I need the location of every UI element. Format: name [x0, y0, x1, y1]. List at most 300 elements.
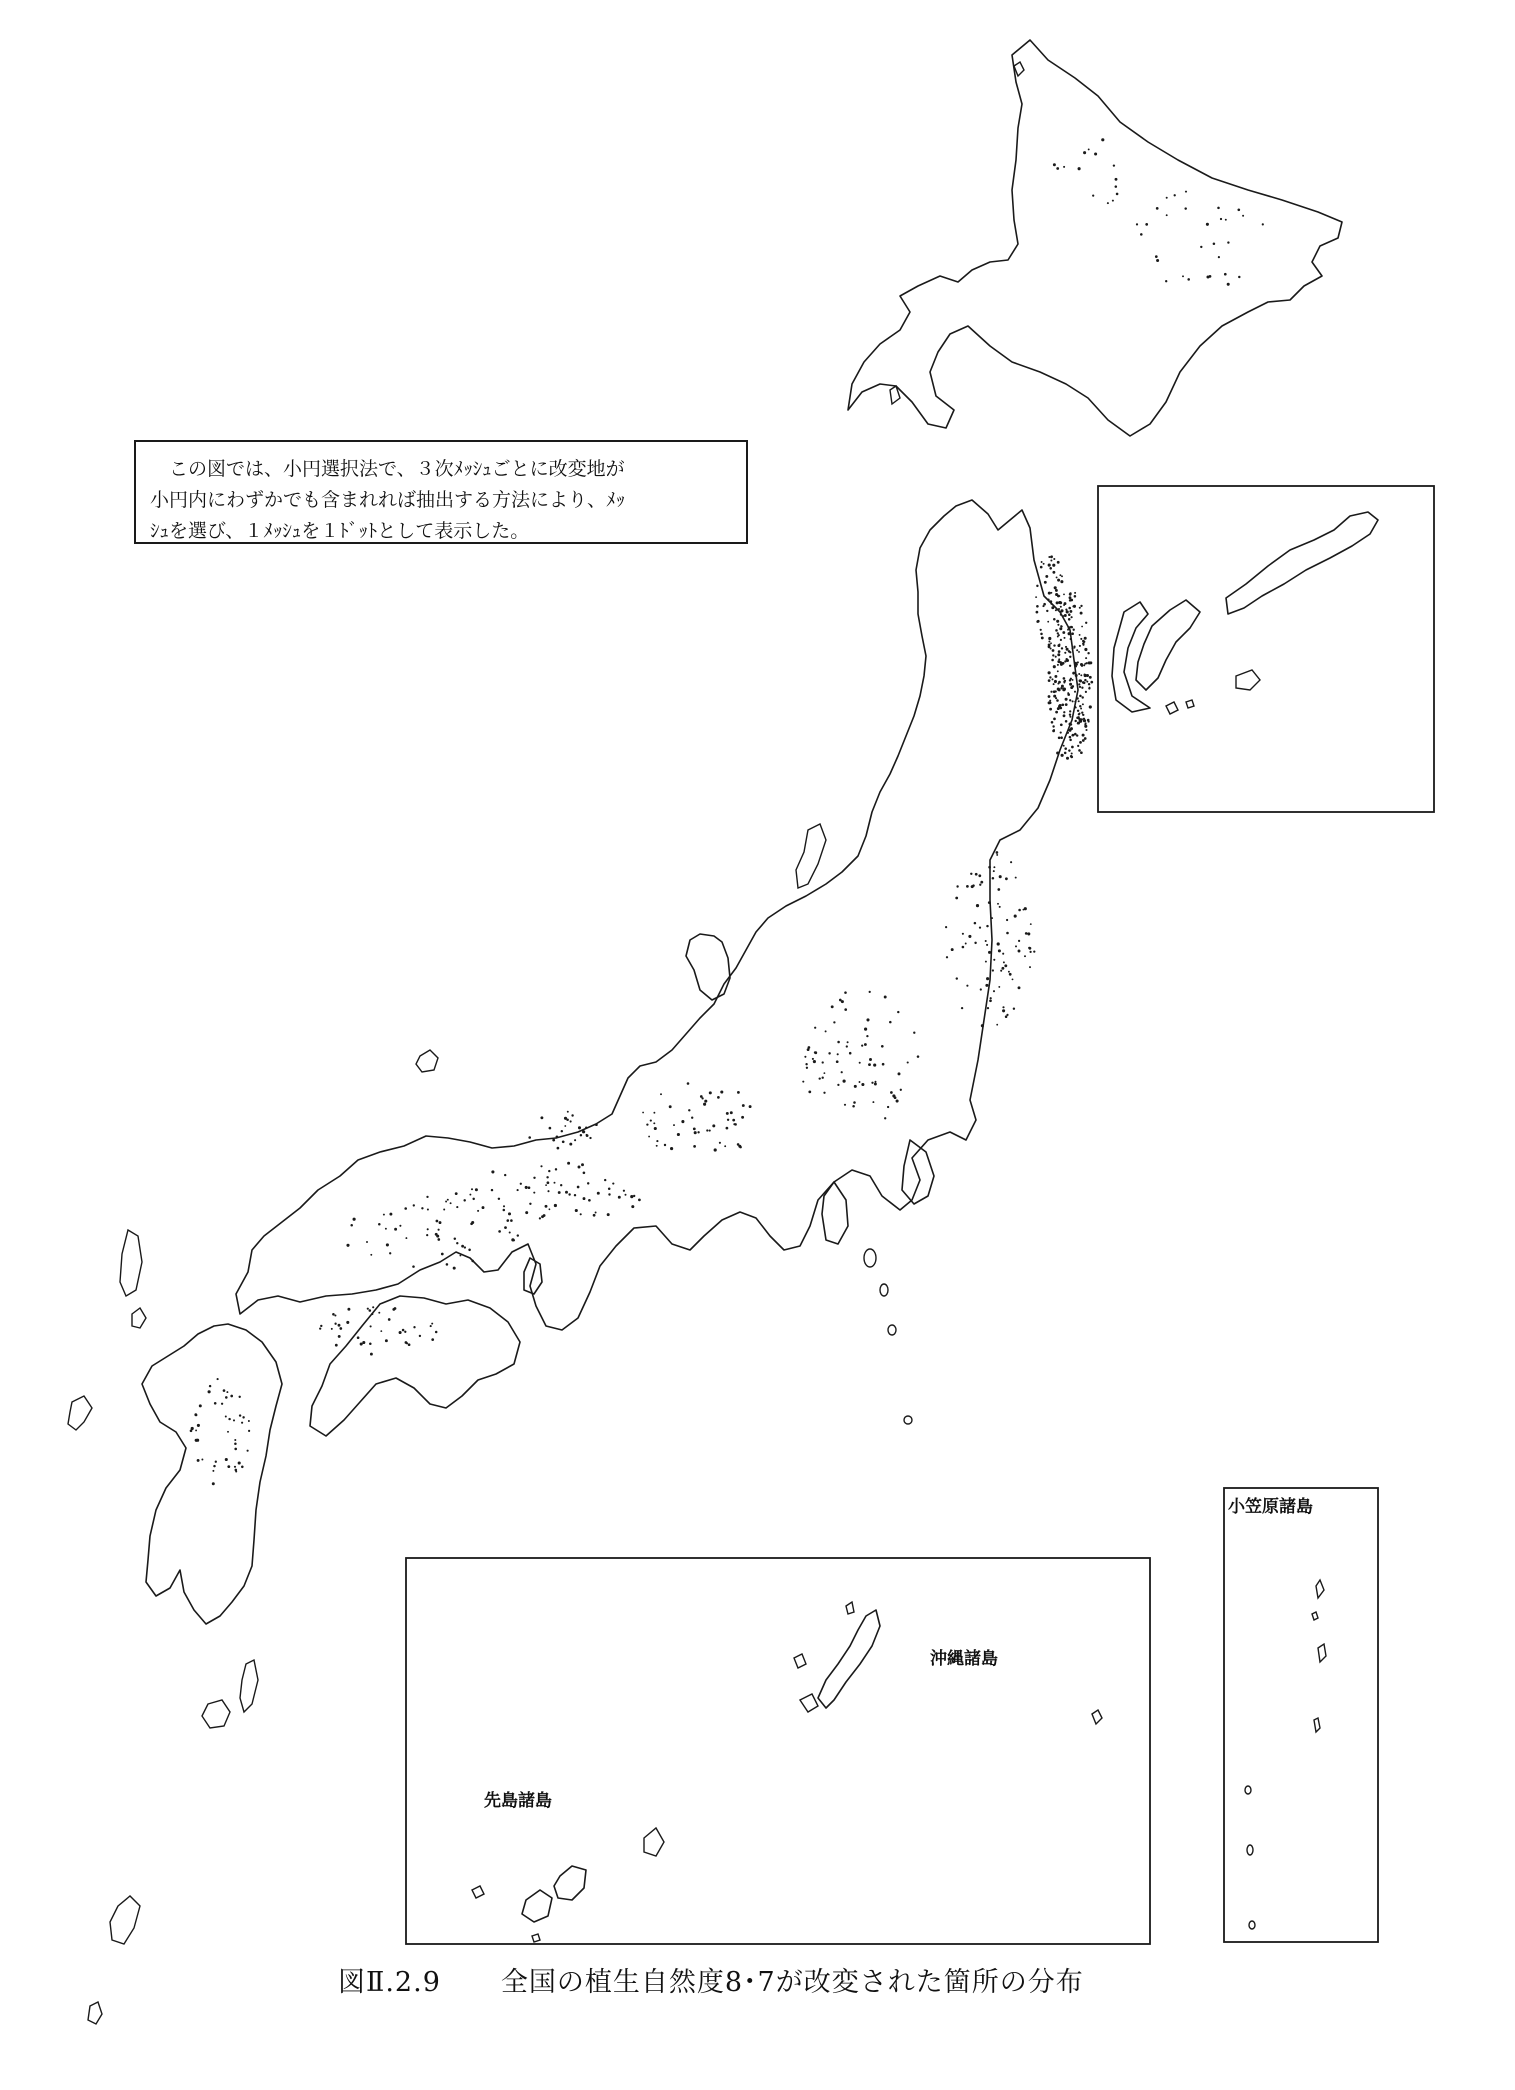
- altered-area-dot: [1094, 152, 1097, 155]
- altered-area-dot: [917, 1055, 920, 1058]
- altered-area-dot: [1237, 208, 1240, 211]
- altered-area-dot: [461, 1245, 464, 1248]
- altered-area-dot: [347, 1308, 350, 1311]
- altered-area-dot: [976, 904, 979, 907]
- altered-area-dot: [234, 1466, 236, 1468]
- altered-area-dot: [997, 942, 1000, 945]
- altered-area-dot: [1040, 633, 1043, 636]
- altered-area-dot: [844, 1104, 846, 1106]
- altered-area-dot: [997, 903, 999, 905]
- altered-area-dot: [498, 1198, 500, 1200]
- altered-area-dot: [897, 1011, 899, 1013]
- altered-area-dot: [1165, 280, 1167, 282]
- altered-area-dot: [378, 1312, 380, 1314]
- altered-area-dot: [1082, 734, 1085, 737]
- altered-area-dot: [1079, 634, 1081, 636]
- oki-islands-outline: [416, 1050, 438, 1072]
- altered-area-dot: [456, 1206, 458, 1208]
- altered-area-dot: [623, 1190, 625, 1192]
- altered-area-dot: [463, 1199, 465, 1201]
- altered-area-dot: [1156, 207, 1159, 210]
- altered-area-dot: [1087, 652, 1089, 654]
- altered-area-dot: [447, 1199, 449, 1201]
- altered-area-dot: [844, 1008, 847, 1011]
- altered-area-dot: [1078, 673, 1080, 675]
- altered-area-dot: [468, 1249, 471, 1252]
- altered-area-dot: [230, 1395, 233, 1398]
- altered-area-dot: [1071, 752, 1073, 754]
- altered-area-dot: [1057, 660, 1060, 663]
- altered-area-dot: [239, 1414, 241, 1416]
- altered-area-dot: [548, 1170, 550, 1172]
- altered-area-dot: [234, 1439, 236, 1441]
- altered-area-dot: [540, 1165, 542, 1167]
- altered-area-dot: [1080, 708, 1082, 710]
- altered-area-dot: [413, 1326, 415, 1328]
- altered-area-dot: [1076, 697, 1078, 699]
- altered-area-dot: [1057, 624, 1059, 626]
- altered-area-dot: [997, 888, 1000, 891]
- altered-area-dot: [533, 1177, 535, 1179]
- altered-area-dot: [1060, 732, 1062, 734]
- altered-area-dot: [549, 1208, 551, 1210]
- altered-area-dot: [1084, 637, 1087, 640]
- noto-peninsula-outline: [686, 934, 730, 1000]
- altered-area-dot: [737, 1091, 740, 1094]
- altered-area-dot: [884, 996, 887, 999]
- altered-area-dot: [1036, 611, 1039, 614]
- altered-area-dot: [513, 1239, 515, 1241]
- altered-area-dot: [1024, 955, 1026, 957]
- altered-area-dot: [369, 1342, 372, 1345]
- altered-area-dot: [334, 1323, 336, 1325]
- altered-area-dot: [859, 1062, 861, 1064]
- altered-area-dot: [739, 1146, 742, 1149]
- altered-area-dot: [988, 866, 991, 869]
- altered-area-dot: [371, 1313, 373, 1315]
- altered-area-dot: [221, 1403, 223, 1405]
- altered-area-dot: [436, 1220, 439, 1223]
- altered-area-dot: [1058, 658, 1060, 660]
- altered-area-dot: [595, 1212, 597, 1214]
- altered-area-dot: [388, 1318, 391, 1321]
- altered-area-dot: [1067, 732, 1069, 734]
- altered-area-dot: [1079, 695, 1082, 698]
- altered-area-dot: [1056, 167, 1059, 170]
- altered-area-dot: [1220, 218, 1222, 220]
- altered-area-dot: [907, 1061, 909, 1063]
- sado-island-outline: [796, 824, 826, 888]
- altered-area-dot: [394, 1228, 397, 1231]
- altered-area-dot: [1218, 256, 1220, 258]
- altered-area-dot: [1052, 678, 1054, 680]
- altered-area-dot: [1057, 670, 1059, 672]
- altered-area-dot: [646, 1123, 648, 1125]
- altered-area-dot: [874, 1083, 877, 1086]
- altered-area-dot: [1112, 200, 1114, 202]
- altered-area-dot: [980, 881, 983, 884]
- altered-area-dot: [426, 1234, 428, 1236]
- hateruma-island: [532, 1934, 540, 1942]
- altered-area-dot: [1060, 639, 1062, 641]
- altered-area-dot: [1048, 671, 1051, 674]
- altered-area-dot: [844, 991, 847, 994]
- altered-area-dot: [974, 922, 977, 925]
- chichijima-outline: [1316, 1580, 1324, 1598]
- altered-area-dot: [1115, 178, 1118, 181]
- altered-area-dot: [1088, 683, 1090, 685]
- altered-area-dot: [575, 1209, 578, 1212]
- altered-area-dot: [688, 1109, 690, 1111]
- altered-area-dot: [1074, 706, 1076, 708]
- altered-area-dot: [353, 1218, 356, 1221]
- altered-area-dot: [346, 1244, 349, 1247]
- altered-area-dot: [1053, 163, 1056, 166]
- altered-area-dot: [555, 1168, 557, 1170]
- sakishima-label: 先島諸島: [484, 1791, 552, 1811]
- altered-area-dot: [1025, 932, 1028, 935]
- altered-area-dot: [852, 1105, 855, 1108]
- altered-area-dot: [1087, 675, 1089, 677]
- altered-area-dot: [1071, 632, 1074, 635]
- altered-area-dot: [597, 1192, 600, 1195]
- altered-area-dot: [861, 1083, 864, 1086]
- altered-area-dot: [1063, 682, 1065, 684]
- altered-area-dot: [369, 1309, 372, 1312]
- altered-area-dot: [1054, 675, 1057, 678]
- altered-area-dot: [450, 1202, 452, 1204]
- altered-area-dot: [402, 1329, 405, 1332]
- altered-area-dot: [1083, 719, 1086, 722]
- altered-area-dot: [1058, 595, 1060, 597]
- altered-area-dot: [1238, 276, 1240, 278]
- altered-area-dot: [1018, 940, 1020, 942]
- miyako-island: [644, 1828, 664, 1856]
- altered-area-dot: [966, 885, 969, 888]
- altered-area-dot: [225, 1396, 228, 1399]
- altered-area-dot: [1036, 585, 1038, 587]
- altered-area-dot: [1079, 686, 1081, 688]
- altered-area-dot: [567, 1162, 570, 1165]
- altered-area-dot: [618, 1196, 621, 1199]
- altered-area-dot: [1048, 645, 1051, 648]
- altered-area-dot: [1012, 978, 1014, 980]
- altered-area-dot: [431, 1323, 433, 1325]
- altered-area-dot: [806, 1067, 808, 1069]
- altered-area-dot: [1047, 599, 1049, 601]
- altered-area-dot: [719, 1142, 721, 1144]
- altered-area-dot: [335, 1344, 338, 1347]
- altered-area-dot: [1005, 877, 1008, 880]
- altered-area-dot: [1000, 970, 1002, 972]
- altered-area-dot: [225, 1458, 228, 1461]
- altered-area-dot: [1166, 214, 1168, 216]
- altered-area-dot: [1036, 605, 1039, 608]
- altered-area-dot: [1184, 207, 1186, 209]
- altered-area-dot: [1053, 690, 1056, 693]
- altered-area-dot: [681, 1120, 684, 1123]
- altered-area-dot: [437, 1238, 440, 1241]
- altered-area-dot: [201, 1459, 203, 1461]
- altered-area-dot: [588, 1199, 591, 1202]
- altered-area-dot: [1213, 243, 1216, 246]
- altered-area-dot: [567, 1111, 569, 1113]
- iki-island-outline: [132, 1308, 146, 1328]
- altered-area-dot: [804, 1056, 806, 1058]
- altered-area-dot: [873, 1064, 876, 1067]
- altered-area-dot: [208, 1390, 211, 1393]
- altered-area-dot: [195, 1429, 197, 1431]
- altered-area-dot: [727, 1119, 729, 1121]
- altered-area-dot: [991, 917, 993, 919]
- altered-area-dot: [889, 1021, 892, 1024]
- altered-area-dot: [1063, 637, 1065, 639]
- altered-area-dot: [1187, 278, 1190, 281]
- altered-area-dot: [732, 1119, 735, 1122]
- altered-area-dot: [370, 1325, 372, 1327]
- altered-area-dot: [565, 1191, 568, 1194]
- altered-area-dot: [212, 1470, 214, 1472]
- altered-area-dot: [974, 942, 976, 944]
- altered-area-dot: [975, 873, 978, 876]
- altered-area-dot: [996, 1024, 998, 1026]
- altered-area-dot: [996, 854, 998, 856]
- altered-area-dot: [653, 1112, 655, 1114]
- altered-area-dot: [1057, 579, 1060, 582]
- altered-area-dot: [1014, 915, 1017, 918]
- altered-area-dot: [455, 1192, 458, 1195]
- altered-area-dot: [631, 1205, 634, 1208]
- altered-area-dot: [1067, 692, 1069, 694]
- altered-area-dot: [556, 1136, 559, 1139]
- altered-area-dot: [547, 1190, 549, 1192]
- altered-area-dot: [1080, 751, 1083, 754]
- altered-area-dot: [1041, 561, 1043, 563]
- altered-area-dot: [1048, 564, 1051, 567]
- altered-area-dot: [1206, 223, 1209, 226]
- altered-area-dot: [1006, 919, 1008, 921]
- altered-area-dot: [370, 1353, 373, 1356]
- altered-area-dot: [1048, 695, 1051, 698]
- altered-area-dot: [1089, 705, 1092, 708]
- altered-area-dot: [1069, 699, 1071, 701]
- altered-area-dot: [581, 1163, 584, 1166]
- altered-area-dot: [1080, 605, 1082, 607]
- altered-area-dot: [214, 1402, 217, 1405]
- altered-area-dot: [985, 961, 987, 963]
- altered-area-dot: [1070, 678, 1072, 680]
- okinawa-sakishima-inset-frame: [406, 1558, 1150, 1944]
- altered-area-dot: [234, 1448, 237, 1451]
- yakushima-outline: [202, 1700, 230, 1728]
- altered-area-dot: [813, 1060, 816, 1063]
- altered-area-dot: [986, 925, 988, 927]
- altered-area-dot: [1101, 138, 1104, 141]
- altered-area-dot: [981, 1024, 984, 1027]
- altered-area-dot: [714, 1148, 717, 1151]
- altered-area-dot: [419, 1335, 421, 1337]
- altered-area-dot: [197, 1424, 200, 1427]
- altered-area-dot: [389, 1213, 392, 1216]
- altered-area-dot: [1051, 555, 1053, 557]
- altered-area-dot: [890, 1091, 893, 1094]
- altered-area-dot: [589, 1137, 591, 1139]
- altered-area-dot: [979, 884, 981, 886]
- altered-area-dot: [1060, 723, 1063, 726]
- altered-area-dot: [996, 851, 999, 854]
- altered-area-dot: [1064, 652, 1066, 654]
- altered-area-dot: [1051, 721, 1054, 724]
- altered-area-dot: [673, 1124, 675, 1126]
- altered-area-dot: [453, 1267, 456, 1270]
- nishinoshima-island: [1245, 1786, 1251, 1794]
- method-note: この図では、小円選択法で、３次ﾒｯｼｭごとに改変地が 小円内にわずかでも含まれれば抽出する方法により、ﾒｯ ｼｭを選び、１ﾒｯｼｭを１ﾄﾞｯﾄとして表示した。: [134, 440, 748, 544]
- altered-area-dot: [993, 959, 995, 961]
- altered-area-dot: [822, 1061, 824, 1063]
- altered-area-dot: [1060, 736, 1063, 739]
- altered-area-dot: [1057, 561, 1060, 564]
- altered-area-dot: [864, 1028, 867, 1031]
- altered-area-dot: [1072, 648, 1074, 650]
- altered-area-dot: [367, 1308, 369, 1310]
- altered-area-dot: [822, 1077, 824, 1079]
- altered-area-dot: [370, 1254, 372, 1256]
- altered-area-dot: [1078, 651, 1080, 653]
- altered-area-dot: [385, 1228, 387, 1230]
- altered-area-dot: [988, 901, 991, 904]
- altered-area-dot: [956, 885, 958, 887]
- altered-area-dot: [1029, 951, 1031, 953]
- altered-area-dot: [1085, 729, 1087, 731]
- altered-area-dot: [582, 1130, 585, 1133]
- altered-area-dot: [1060, 687, 1062, 689]
- altered-area-dot: [1068, 729, 1071, 732]
- altered-area-dot: [1048, 592, 1051, 595]
- altered-area-dot: [625, 1194, 627, 1196]
- altered-area-dot: [1040, 566, 1043, 569]
- altered-area-dot: [823, 1092, 825, 1094]
- altered-area-dot: [697, 1131, 699, 1133]
- altered-area-dot: [1050, 603, 1052, 605]
- altered-area-dot: [896, 1099, 899, 1102]
- altered-area-dot: [837, 1084, 839, 1086]
- altered-area-dot: [656, 1145, 658, 1147]
- altered-area-dot: [1088, 721, 1090, 723]
- altered-area-dot: [456, 1242, 458, 1244]
- altered-area-dot: [1063, 714, 1066, 717]
- altered-area-dot: [525, 1186, 528, 1189]
- altered-area-dot: [1056, 620, 1059, 623]
- altered-area-dot: [469, 1194, 471, 1196]
- altered-area-dot: [528, 1186, 531, 1189]
- altered-area-dot: [1086, 681, 1088, 683]
- altered-area-dot: [228, 1418, 230, 1420]
- altered-area-dot: [241, 1422, 243, 1424]
- altered-area-dot: [1082, 640, 1085, 643]
- altered-area-dot: [846, 1045, 848, 1047]
- altered-area-dot: [881, 1045, 884, 1048]
- altered-area-dot: [839, 999, 842, 1002]
- altered-area-dot: [1060, 611, 1062, 613]
- altered-area-dot: [459, 1255, 461, 1257]
- altered-area-dot: [1002, 1009, 1005, 1012]
- altered-area-dot: [1075, 663, 1078, 666]
- altered-area-dot: [435, 1233, 438, 1236]
- izu-island-2: [880, 1284, 888, 1296]
- altered-area-dot: [491, 1170, 494, 1173]
- altered-area-dot: [742, 1104, 745, 1107]
- altered-area-dot: [1066, 648, 1069, 651]
- altered-area-dot: [1089, 676, 1092, 679]
- altered-area-dot: [1044, 581, 1047, 584]
- altered-area-dot: [498, 1230, 501, 1233]
- altered-area-dot: [608, 1193, 610, 1195]
- altered-area-dot: [894, 1096, 897, 1099]
- altered-area-dot: [986, 977, 989, 980]
- altered-area-dot: [691, 1117, 693, 1119]
- altered-area-dot: [1053, 665, 1056, 668]
- altered-area-dot: [378, 1223, 381, 1226]
- altered-area-dot: [593, 1214, 596, 1217]
- altered-area-dot: [408, 1343, 411, 1346]
- altered-area-dot: [1062, 631, 1065, 634]
- altered-area-dot: [900, 1089, 902, 1091]
- altered-area-dot: [1174, 194, 1176, 196]
- altered-area-dot: [1082, 714, 1084, 716]
- altered-area-dot: [239, 1396, 241, 1398]
- altered-area-dot: [399, 1331, 402, 1334]
- altered-area-dot: [717, 1096, 720, 1099]
- hokkaido-tip-inset: [1112, 602, 1150, 712]
- altered-area-dot: [638, 1199, 641, 1202]
- altered-area-dot: [1054, 586, 1057, 589]
- altered-area-dot: [517, 1189, 519, 1191]
- altered-area-dot: [1053, 644, 1055, 646]
- altered-area-dot: [993, 866, 995, 868]
- altered-area-dot: [235, 1470, 237, 1472]
- altered-area-dot: [726, 1127, 729, 1130]
- altered-area-dot: [212, 1482, 215, 1485]
- altered-area-dot: [837, 1041, 840, 1044]
- altered-area-dot: [805, 1063, 807, 1065]
- altered-area-dot: [1074, 592, 1076, 594]
- altered-area-dot: [1079, 705, 1081, 707]
- altered-area-dot: [987, 1007, 989, 1009]
- altered-area-dot: [1107, 202, 1109, 204]
- altered-area-dot: [1076, 649, 1078, 651]
- altered-area-dot: [1072, 672, 1075, 675]
- altered-area-dot: [1053, 558, 1055, 560]
- altered-area-dot: [421, 1207, 423, 1209]
- altered-area-dot: [843, 1080, 846, 1083]
- altered-area-dot: [1049, 708, 1052, 711]
- altered-area-dot: [650, 1120, 652, 1122]
- altered-area-dot: [445, 1201, 447, 1203]
- altered-area-dot: [1069, 716, 1071, 718]
- altered-area-dot: [656, 1140, 658, 1142]
- altered-area-dot: [1085, 691, 1087, 693]
- altered-area-dot: [1077, 710, 1079, 712]
- altered-area-dot: [630, 1195, 633, 1198]
- altered-area-dot: [227, 1431, 229, 1433]
- altered-area-dot: [558, 1191, 561, 1194]
- altered-area-dot: [412, 1265, 415, 1268]
- altered-area-dot: [1085, 657, 1087, 659]
- altered-area-dot: [1078, 749, 1081, 752]
- altered-area-dot: [712, 1124, 715, 1127]
- altered-area-dot: [1073, 646, 1075, 648]
- altered-area-dot: [1005, 1015, 1008, 1018]
